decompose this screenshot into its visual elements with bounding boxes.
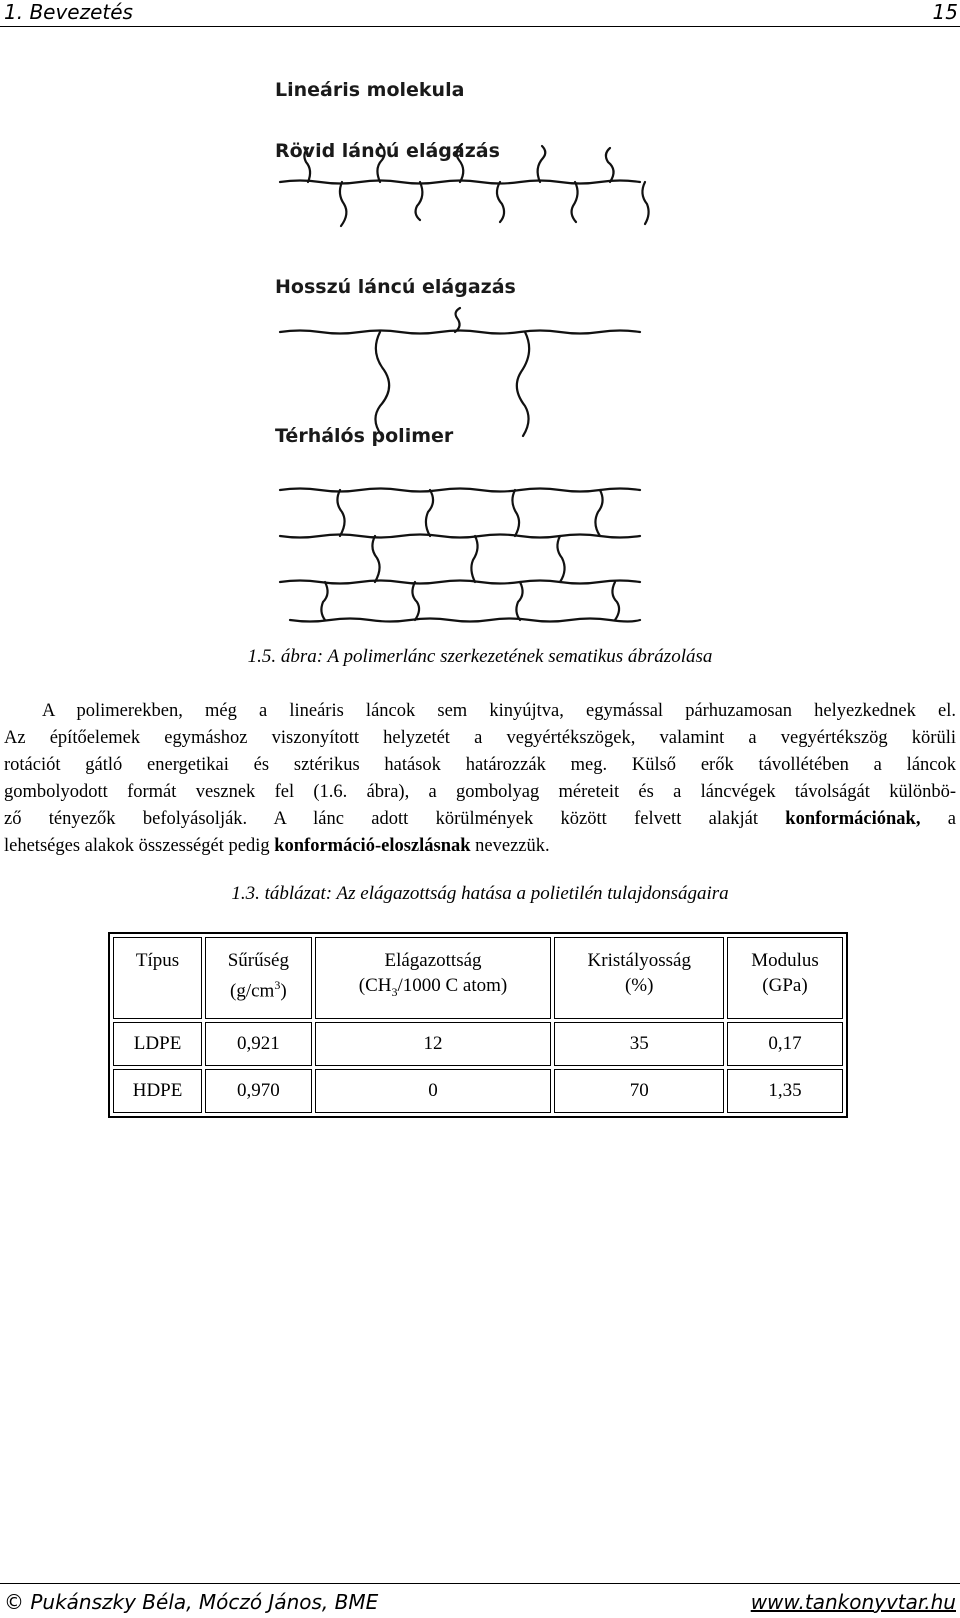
paragraph-line: Az építőelemek egymáshoz viszonyított helyzetét a vegyértékszögek, valamint a vegyértékszög körüli	[4, 728, 956, 748]
short-branch-8	[497, 182, 504, 222]
table-cell: LDPE	[113, 1022, 202, 1066]
crosslink-4	[595, 490, 602, 536]
header-cell-suruseg: Sűrűség $(g/cm^3)$	[205, 937, 311, 1019]
table-cell: 35	[554, 1022, 724, 1066]
label-linear: Lineáris molekula	[275, 79, 465, 101]
table-header-row	[113, 937, 843, 1019]
header-cell-modulus: Modulus (GPa)	[727, 937, 843, 1019]
long-branch-2	[517, 332, 529, 436]
table-cell: 0	[315, 1069, 552, 1113]
header-cell-kristalyossag: Kristályosság (%)	[554, 937, 724, 1019]
polymer-structure-figure	[270, 70, 670, 630]
table-cell: 0,921	[205, 1022, 311, 1066]
short-branch-5	[606, 148, 614, 182]
paragraph-line: ző tényezők befolyásolják. A lánc adott körülmények között felvett alakját konformációnak, a	[4, 809, 956, 829]
label-long-branch: Hosszú láncú elágazás	[275, 276, 516, 298]
table-row	[113, 1022, 843, 1066]
polyethylene-properties-table	[108, 932, 848, 1118]
long-branch-1	[375, 332, 389, 436]
crosslink-11	[612, 582, 619, 620]
header-cell-elagazottsag: Elágazottság ($CH_3/1000$ C atom)	[315, 937, 552, 1019]
table-cell: 0,17	[727, 1022, 843, 1066]
table-cell: HDPE	[113, 1069, 202, 1113]
footer-authors: © Pukánszky Béla, Móczó János, BME	[4, 1590, 379, 1614]
label-crosslinked: Térhálós polimer	[275, 425, 454, 447]
long-branch-3	[455, 308, 460, 332]
long-branch-backbone	[280, 331, 640, 334]
paragraph-line: A polimerekben, még a lineáris láncok sem kinyújtva, egymással párhuzamosan helyezkednek el.	[42, 701, 956, 721]
short-branch-9	[572, 182, 578, 222]
table-cell: 70	[554, 1069, 724, 1113]
paragraph-line: gombolyodott formát vesznek fel (1.6. ábra), a gombolyag méreteit és a láncvégek távolságát különbö-	[4, 782, 956, 802]
page-footer	[0, 1583, 960, 1618]
table-caption: 1.3. táblázat: Az elágazottság hatása a polietilén tulajdonságaira	[231, 883, 729, 904]
network-chain-3	[280, 581, 640, 584]
page-header	[0, 0, 960, 27]
short-branch-10	[642, 182, 648, 224]
network-chain-4	[290, 619, 640, 622]
network-chain-2	[280, 535, 640, 538]
network-chain-1	[280, 489, 640, 492]
short-branch-6	[340, 182, 346, 226]
figure-caption: 1.5. ábra: A polimerlánc szerkezetének sematikus ábrázolása	[247, 646, 713, 667]
crosslink-2	[426, 490, 433, 536]
crosslink-10	[516, 582, 522, 620]
table-row	[113, 1069, 843, 1113]
crosslink-9	[412, 582, 419, 620]
short-branch-4	[538, 146, 546, 182]
website-link[interactable]: www.tankonyvtar.hu	[750, 1590, 956, 1614]
polymer-structure-diagram	[270, 70, 670, 630]
table-cell: 0,970	[205, 1069, 311, 1113]
crosslink-1	[337, 490, 344, 536]
page-number: 15	[932, 0, 958, 24]
crosslink-8	[321, 582, 327, 620]
chapter-title: 1. Bevezetés	[4, 0, 133, 24]
paragraph-line: lehetséges alakok összességét pedig konformáció-eloszlásnak nevezzük.	[4, 836, 550, 856]
header-cell-tipus: Típus	[113, 937, 202, 1019]
table-cell: 12	[315, 1022, 552, 1066]
crosslink-5	[372, 536, 379, 582]
label-short-branch: Rövid láncú elágazás	[275, 140, 500, 162]
table-cell: 1,35	[727, 1069, 843, 1113]
short-branch-7	[416, 182, 423, 220]
term-konformacio: konformációnak,	[785, 809, 921, 829]
paragraph-line: rotációt gátló energetikai és sztérikus hatások határozzák meg. Külső erők távollétében a láncok	[4, 755, 956, 775]
crosslink-6	[471, 536, 477, 582]
crosslink-7	[557, 536, 564, 582]
body-paragraph	[4, 698, 956, 860]
crosslink-3	[512, 490, 519, 536]
term-konformacio-eloszlas: konformáció-eloszlásnak	[274, 836, 471, 856]
